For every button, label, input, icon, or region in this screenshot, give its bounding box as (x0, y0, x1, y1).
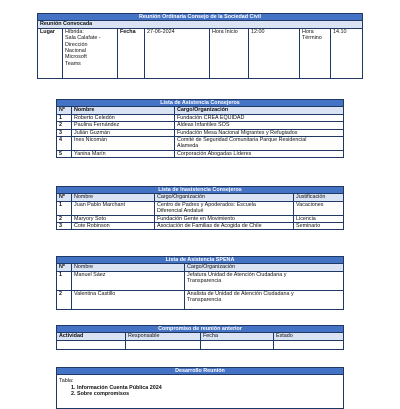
row-nombre: Maryory Soto (72, 215, 155, 222)
inasistencia-consejeros-title: Lista de Inasistencia Consejeros (57, 187, 344, 194)
convocada-label: Reunión Convocada (38, 21, 363, 28)
col-header: Cargo/Organización (175, 107, 344, 114)
col-header: Nombre (72, 194, 155, 201)
row-number: 2 (57, 290, 72, 309)
meeting-info-table (37, 13, 363, 79)
row-nombre: Ines Nicomán (72, 137, 175, 151)
row-nombre: Julián Guzmán (72, 129, 175, 136)
empty-cell (274, 340, 344, 349)
lugar-line: Nacional (65, 48, 86, 55)
row-number: 5 (57, 150, 72, 157)
fecha-label: Fecha (118, 28, 145, 78)
inasistencia-consejeros-table (56, 186, 344, 230)
row-nombre: Valentina Castillo (72, 290, 185, 309)
compromiso-title: Compromiso de reunión anterior (57, 326, 344, 333)
row-number: 2 (57, 122, 72, 129)
row-nombre: Manuel Sáez (72, 271, 185, 290)
table-row (57, 201, 344, 215)
col-header: Nombre (72, 264, 185, 271)
col-header: Fecha (201, 333, 274, 340)
row-cargo: Corporación Abogadas Líderes (175, 150, 344, 157)
cargo-line: Comité de Seguridad Comunitaria Parque Residencial (177, 137, 307, 144)
hora-termino-value: 14.10 (331, 28, 363, 78)
hora-inicio-value: 12:00 (249, 28, 300, 78)
lugar-line: Sala Calafate - (65, 35, 101, 42)
empty-cell (201, 340, 274, 349)
cargo-line: Alameda (177, 143, 199, 150)
hora-termino-line: Término (302, 35, 322, 42)
col-header: Actividad (57, 333, 126, 340)
col-header: Cargo/Organización (185, 264, 344, 271)
col-header: Nombre (72, 107, 175, 114)
cargo-line: Analista de Unidad de Atención Ciudadana y (187, 290, 294, 297)
table-row (57, 271, 344, 290)
agenda-list (59, 385, 341, 398)
row-nombre: Paulina Fernández (72, 122, 175, 129)
lugar-line: Teams (65, 60, 81, 67)
row-number: 1 (57, 114, 72, 121)
empty-cell (57, 340, 126, 349)
asistencia-spena-title: Lista de Asistencia SPENA (57, 257, 344, 264)
lugar-label: Lugar (38, 28, 63, 78)
table-row (57, 150, 344, 157)
row-number: 1 (57, 201, 72, 215)
row-number: 2 (57, 215, 72, 222)
row-cargo: Asociación de Familias de Acogida de Chile (155, 223, 294, 230)
table-row (57, 215, 344, 222)
hora-termino-line: Hora (302, 28, 314, 35)
row-cargo: Fundación CREA EQUIDAD (175, 114, 344, 121)
row-nombre: Yanina Marín (72, 150, 175, 157)
row-cargo: Fundación Gente en Movimiento (155, 215, 294, 222)
desarrollo-body (57, 375, 344, 409)
hora-termino-label (300, 28, 331, 78)
agenda-item: 2. Sobre compromisos (77, 391, 341, 397)
fecha-value: 27-06-2024 (145, 28, 210, 78)
lugar-line: Dirección (65, 41, 88, 48)
col-header: Justificación (294, 194, 344, 201)
row-cargo: Fundación Mesa Nacional Migrantes y Refugiados (175, 129, 344, 136)
table-row (57, 129, 344, 136)
cargo-line: Diferencial Andalué (157, 208, 204, 215)
cargo-line: Transparencia (187, 297, 222, 304)
row-cargo (175, 137, 344, 151)
table-row (57, 290, 344, 309)
asistencia-consejeros-table (56, 99, 344, 158)
row-cargo: Aldeas Infantiles SOS (175, 122, 344, 129)
asistencia-spena-table (56, 256, 344, 310)
table-row (57, 137, 344, 151)
agenda-item: 1. Información Cuenta Pública 2024 (77, 385, 341, 391)
desarrollo-title: Desarrollo Reunión (57, 368, 344, 375)
col-header: Nº (57, 264, 72, 271)
col-header: Nº (57, 107, 72, 114)
asistencia-consejeros-title: Lista de Asistencia Consejeros (57, 100, 344, 107)
row-number: 3 (57, 129, 72, 136)
cargo-line: Jefatura Unidad de Atención Ciudadana y (187, 271, 287, 278)
row-cargo (185, 271, 344, 290)
row-justificacion: Vacaciones (294, 201, 344, 215)
col-header: Estado (274, 333, 344, 340)
row-justificacion: Seminario (294, 223, 344, 230)
row-nombre: Juan Pablo Marchant (72, 201, 155, 215)
lugar-line: Microsoft (65, 54, 87, 61)
lugar-line: Híbrida: (65, 28, 84, 35)
row-cargo (155, 201, 294, 215)
row-number: 3 (57, 223, 72, 230)
lugar-value (63, 28, 118, 78)
col-header: Cargo/Organización (155, 194, 294, 201)
col-header: Nº (57, 194, 72, 201)
table-row (57, 114, 344, 121)
tabla-label: Tabla: (59, 378, 74, 385)
hora-inicio-label: Hora Inicio (210, 28, 249, 78)
table-row (57, 340, 344, 349)
col-header: Responsable (126, 333, 201, 340)
cargo-line: Centro de Padres y Apoderados: Escuela (157, 201, 256, 208)
desarrollo-table (56, 367, 344, 409)
row-number: 1 (57, 271, 72, 290)
compromiso-table (56, 325, 344, 350)
table-row (57, 223, 344, 230)
row-cargo (185, 290, 344, 309)
table-row (57, 122, 344, 129)
meeting-title: Reunión Ordinaria Consejo de la Sociedad Civil (38, 14, 363, 21)
row-justificacion: Licencia (294, 215, 344, 222)
row-nombre: Cote Robinson (72, 223, 155, 230)
cargo-line: Transparencia (187, 278, 222, 285)
empty-cell (126, 340, 201, 349)
row-number: 4 (57, 137, 72, 151)
row-nombre: Roberto Celedón (72, 114, 175, 121)
